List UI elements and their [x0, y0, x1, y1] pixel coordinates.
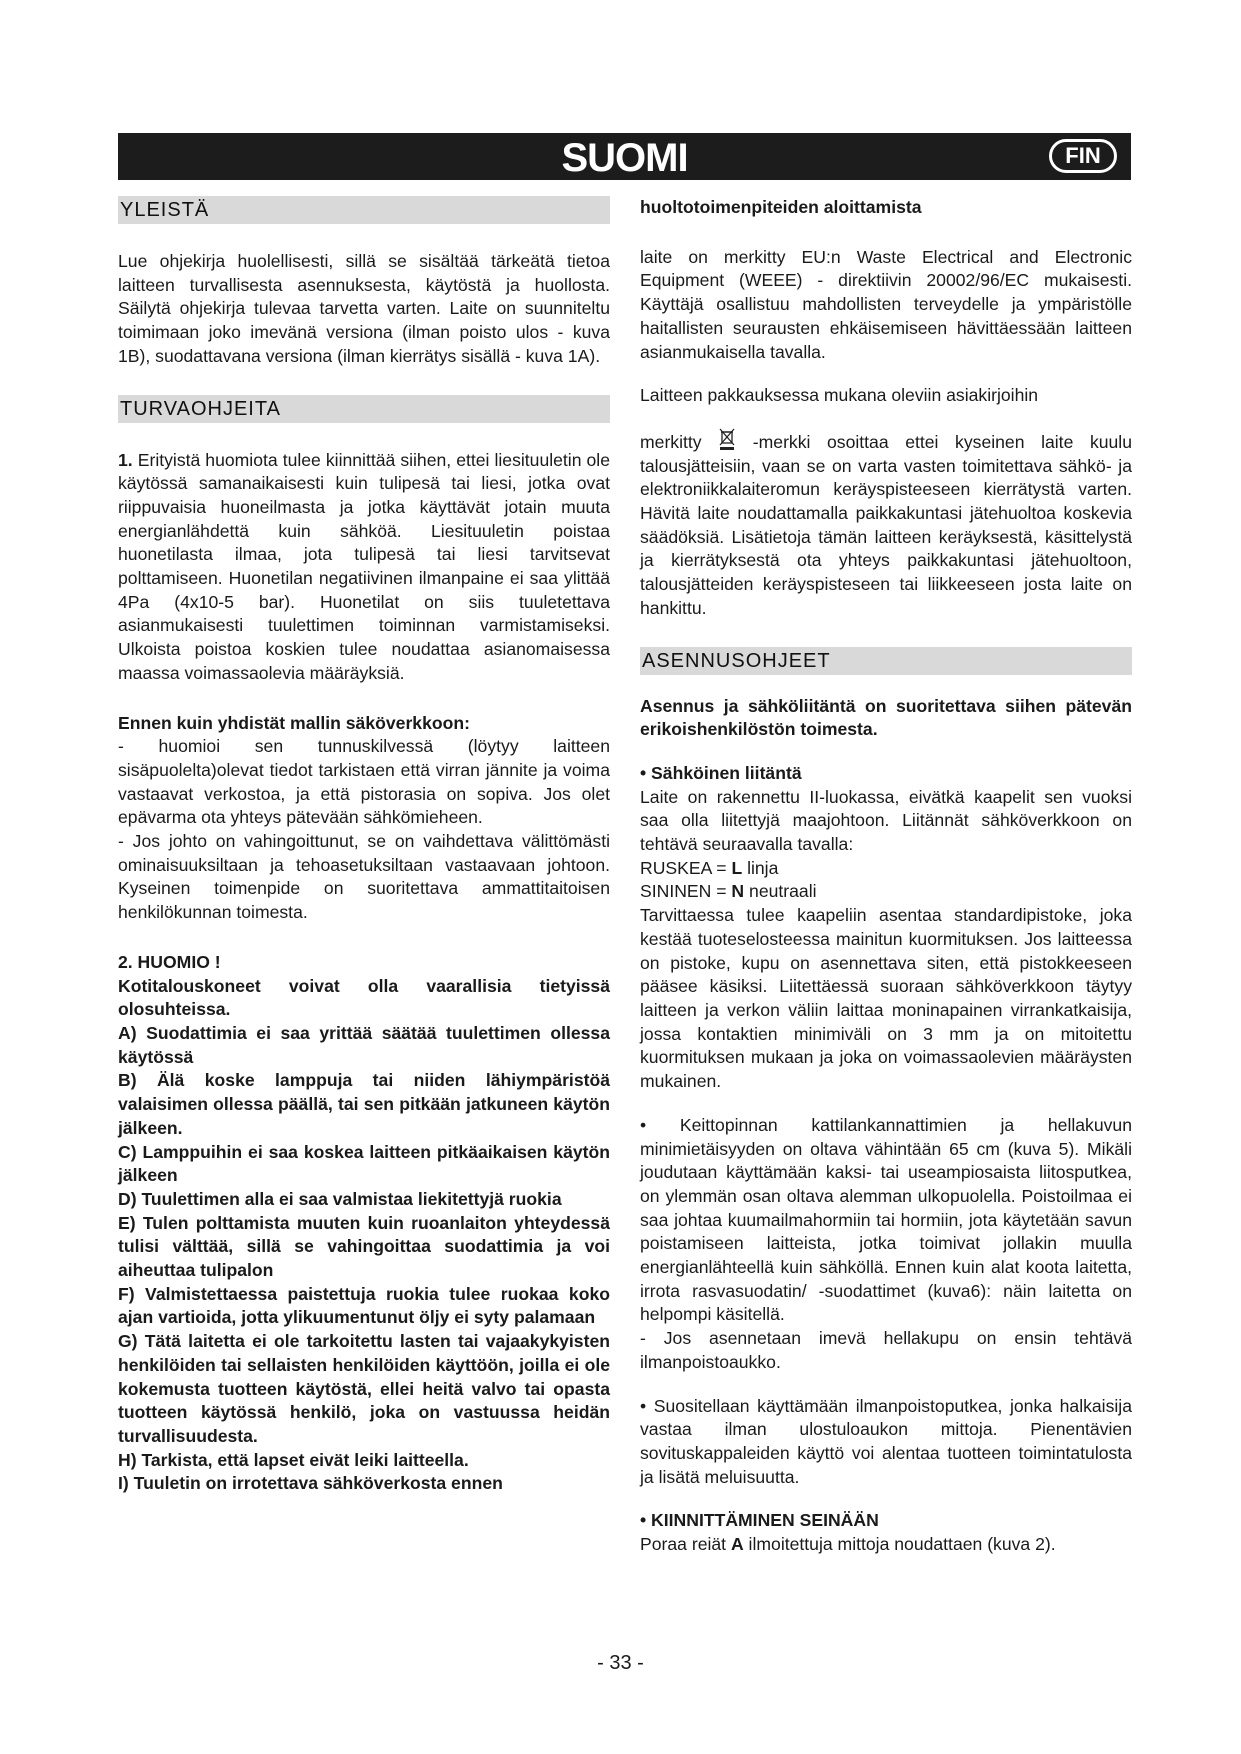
crossed-bin-icon: [718, 428, 736, 450]
warning-b: B) Älä koske lamppuja tai niiden lähiympäristöä valaisimen ollessa päällä, tai sen pitkään jatkuneen käytön jälkeen.: [118, 1070, 610, 1138]
wire-brown-label: RUSKEA =: [640, 857, 732, 878]
wire-blue-code: N: [731, 881, 745, 902]
suosit-paragraph: • Suositellaan käyttämään ilmanpoistoputkea, jonka halkaisija vastaa ilman ulostuloaukon mittoja. Pienentävien sovituskappaleiden käyttö voi alentaa tuotteen toimintatulosta ja lisätä meluisuutta.: [640, 1395, 1132, 1487]
warning-d: D) Tuulettimen alla ei saa valmistaa liekitettyjä ruokia: [118, 1188, 562, 1209]
sahko-paragraph: Laite on rakennettu II-luokassa, eivätkä kaapelit sen vuoksi saa olla liitettyjä maajohtoon. Liitännät sähköverkkoon on tehtävä seuraavalla tavalla:: [640, 786, 1132, 855]
section-title-turvaohjeita: TURVAOHJEITA: [118, 395, 610, 423]
ennen-title: Ennen kuin yhdistät mallin säköverkkoon:: [118, 712, 470, 733]
ennen-item-2: - Jos johto on vahingoittunut, se on vaihdettava välittömästi ominaisuuksiltaan ja tehoasetuksiltaan vastaavaan johtoon. Kyseinen toimenpide on suoritettava ammattitaitoisen henkilökunnan toimesta.: [118, 831, 610, 923]
wire-blue-desc: neutraali: [744, 881, 817, 902]
warning-i: I) Tuuletin on irrotettava sähköverkosta ennen: [118, 1473, 503, 1494]
huomio-title: 2. HUOMIO !: [118, 951, 221, 972]
left-column: [118, 196, 610, 1496]
huomio-intro: Kotitalouskoneet voivat olla vaarallisia tietyissä olosuhteissa.: [118, 975, 610, 1020]
pakkaus-line: Laitteen pakkauksessa mukana oleviin asiakirjoihin: [640, 385, 1039, 406]
page-number: - 33 -: [597, 1652, 644, 1674]
wire-brown: [640, 857, 1132, 881]
sahko-title: • Sähköinen liitäntä: [640, 762, 802, 783]
weee-paragraph: laite on merkitty EU:n Waste Electrical and Electronic Equipment (WEEE) - direktiivin 20002/96/EC mukaisesti. Käyttäjä osallistuu mahdollisten terveydelle ja ympäristölle haitallisten seurausten ehkäisemiseen hävittäessään laitteen asianmukaisella tavalla.: [640, 246, 1132, 362]
asennus-bold: Asennus ja sähköliitäntä on suoritettava siihen pätevän erikoishenkilöstön toimesta.: [640, 695, 1132, 740]
warning-a: A) Suodattimia ei saa yrittää säätää tuulettimen ollessa käytössä: [118, 1022, 610, 1067]
wire-blue: [640, 880, 1132, 904]
kiinnittaminen-title: • KIINNITTÄMINEN SEINÄÄN: [640, 1510, 879, 1531]
wire-brown-desc: linja: [742, 857, 779, 878]
warning-c: C) Lamppuihin ei saa koskea laitteen pitkäaikaisen käytön jälkeen: [118, 1141, 610, 1186]
turva-number: 1.: [118, 449, 133, 470]
ennen-item-1: - huomioi sen tunnuskilvessä (löytyy laitteen sisäpuolelta)olevat tiedot tarkistaen että virran jännite ja voima vastaavat verkostoa, ja että pistorasia on sopiva. Jos olet epävarma ota yhteys pätevään sähkömieheen.: [118, 736, 610, 828]
kiinn-text-b: A: [730, 1534, 744, 1555]
section-title-yleista: YLEISTÄ: [118, 196, 610, 224]
merkitty-rest: -merkki osoittaa ettei kyseinen laite kuulu talousjätteisiin, vaan se on varta vasten toimitettava sähkö- ja elektroniikkalaiteromun keräyspisteeseen kierrätystä varten. Hävitä laite noudattamalla paikkakuntasi jätehuoltoa koskevia säädöksiä. Lisätietoja tämän laitteen keräyksestä, käsittelystä ja kierrätyksestä ota yhteys paikkakuntasi jätehuoltoon, talousjätteiden keräyspisteseen tai liikkeeseen josta laite on hankittu.: [640, 431, 1132, 618]
sahko-paragraph-2: Tarvittaessa tulee kaapeliin asentaa standardipistoke, joka kestää tuoteselosteessa mainitun kuormituksen. Jos laitteessa on pistoke, kupu on asennettava siten, että pistokkeeseen pääsee käsiksi. Liitettäessä suoraan sähköverkkoon täytyy laitteen ja verkon väliin laittaa moninapainen virrankatkaisija, jossa kontaktien minimiväli on 3 mm ja on mitoitettu kuormituksen mukaan ja joka on voimassaolevien määräysten mukainen.: [640, 905, 1132, 1092]
continued-text: huoltotoimenpiteiden aloittamista: [640, 197, 922, 217]
turva-text: Erityistä huomiota tulee kiinnittää siihen, ettei liesituuletin ole käytössä samanaikaisesti kuin tulipesä tai liesi, jotka ovat riippuvaisia huoneilmasta ja jotka käyttävät jotain muuta energianlähdettä kuin sähköä. Liesituuletin poistaa huonetilasta ilmaa, jota tulipesä tai liesi tarvitsevat polttamiseen. Huonetilan negatiivinen ilmanpaine ei saa ylittää 4Pa (4x10-5 bar). Huonetilat on siis tuuletettava asianmukaisesti tuulettimen toiminnan varmistamiseksi. Ulkoista poistoa koskien tulee noudattaa asianomaisessa maassa voimassaolevia määräyksiä.: [118, 449, 611, 683]
language-badge: FIN: [1049, 139, 1117, 173]
warning-f: F) Valmistettaessa paistettuja ruokia tulee ruokaa koko ajan vartioida, jotta ylikuumentunut öljy ei syty palamaan: [118, 1283, 610, 1328]
right-column: [640, 196, 1132, 1557]
language-header-bar: [118, 133, 1131, 180]
weee-symbol-paragraph: [640, 428, 1132, 621]
warning-g: G) Tätä laitetta ei ole tarkoitettu lasten tai vajaakykyisten henkilöiden tai sellaisten henkilöiden käyttöön, joilla ei ole kokemusta tuotteen käytöstä, ellei heitä valvo tai opasta tuotteen käytössä henkilö, joka on vastuussa heidän turvallisuudesta.: [118, 1331, 610, 1446]
keitto-paragraph: • Keittopinnan kattilankannattimien ja hellakuvun minimietäisyyden on oltava vähintään 65 cm (kuva 5). Mikäli joudutaan käyttämään kaksi- tai useampiosaista liitosputkea, on ylemmän osan oltava alemman ulkopuolella. Poistoilmaa ei saa johtaa kuumailmahormiin tai hormiin, jota käytetään savun poistamiseen laitteista, jotka toimivat jollakin muulla energianlähteellä kuin sähköllä. Ennen kuin alat koota laitetta, irrota rasvasuodatin/ -suodattimet (kuva6): näin laitetta on helpompi käsitellä.: [640, 1114, 1132, 1325]
turva-paragraph: [118, 449, 610, 686]
warning-e: E) Tulen polttamista muuten kuin ruoanlaiton yhteydessä tulisi välttää, sillä se vahingoittaa suodattimia ja voi aiheuttaa tulipalon: [118, 1212, 610, 1281]
kiinn-text-a: Poraa reiät: [640, 1534, 731, 1555]
kiinnittaminen-text: [640, 1533, 1132, 1557]
yleista-paragraph: Lue ohjekirja huolellisesti, sillä se sisältää tärkeätä tietoa laitteen turvallisesta asennuksesta, käytöstä ja huollosta. Säilytä ohjekirja tulevaa tarvetta varten. Laite on suunniteltu toimimaan joko imevänä versiona (ilman poisto ulos - kuva 1B), suodattavana versiona (ilman kierrätys sisällä - kuva 1A).: [118, 251, 610, 366]
section-title-asennusohjeet: ASENNUSOHJEET: [640, 647, 1132, 675]
kiinn-text-c: ilmoitettuja mittoja noudattaen (kuva 2).: [743, 1534, 1056, 1555]
merkitty-text: merkitty: [640, 431, 702, 452]
wire-brown-code: L: [731, 857, 743, 878]
wire-blue-label: SININEN =: [640, 881, 732, 902]
keitto-paragraph-2: - Jos asennetaan imevä hellakupu on ensin tehtävä ilmanpoistoaukko.: [640, 1328, 1132, 1372]
language-title: SUOMI: [561, 136, 688, 180]
warning-h: H) Tarkista, että lapset eivät leiki laitteella.: [118, 1449, 469, 1470]
